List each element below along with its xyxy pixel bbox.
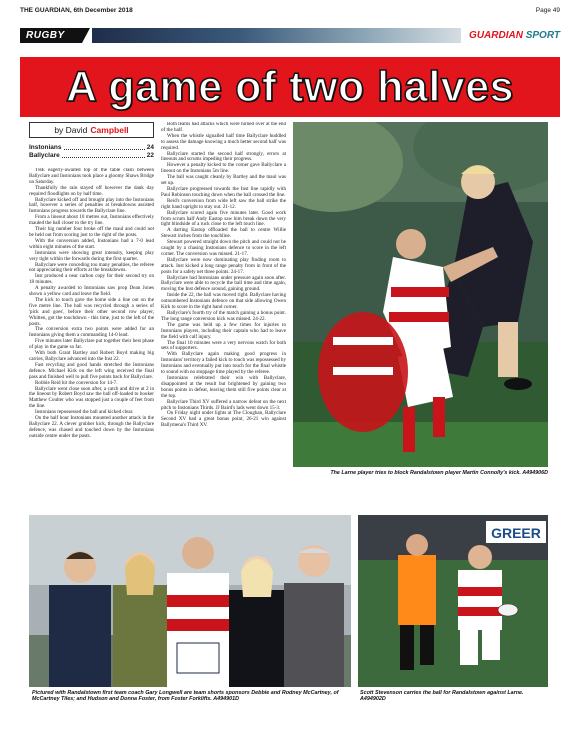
article-paragraph: Inside the 22, the ball was moved right. Ballyclare having outnumbered Instonians defence on that side allowing Owen Kirk to score in the right hand corner. [161, 292, 286, 311]
byline-surname: Campbell [90, 125, 129, 135]
brand-word-guardian: GUARDIAN [469, 30, 523, 41]
article-column-1 [29, 168, 154, 506]
article-paragraph: A penalty awarded to Instonians saw prop Dean Jones shown a yellow card and leave the field. [29, 285, 154, 298]
article-column-2 [161, 122, 286, 506]
article-paragraph: Ballyclare were conceding too many penalties, the referee not appreciating their efforts at the breakdowns. [29, 261, 154, 274]
article-paragraph: Ballyclare scored again five minutes later. Good work from scrum half Andy Eastop saw him break down the very tight blindside of a ruck close to the left touch line. [161, 209, 286, 228]
team-name: Ballyclare [29, 152, 60, 159]
article-paragraph: Five minutes later Ballyclare put together their best phase of play in the game so far. [29, 338, 154, 351]
article-paragraph: Both teams had attacks which were turned over at the end of the half. [161, 122, 286, 133]
score-summary [29, 144, 154, 160]
article-paragraph: Ballyclare progressed towards the Inst line rapidly with Paul Robinson touching down when the ball crossed the line. [161, 185, 286, 198]
article-paragraph: Stewart powered straight down the pitch and could not be caught by a chasing Instonians defence to score in the left corner. The conversion was missed. 21-17. [161, 239, 286, 257]
article-paragraph: On Friday night under lights at The Cloughan, Ballyclare Second XV had a great bonus point, 26-21 win against Ballymena's Third XV. [161, 410, 286, 429]
headline-banner [20, 57, 560, 117]
article-paragraph: Instonians celebrated their win with Ballyclare, disappointed at the result but brightened by gaining two bonus points in defeat, leaving them still five points clear at the top. [161, 374, 286, 399]
article-paragraph: Thankfully the rain stayed off however the dank day required floodlights on by half time. [29, 184, 154, 197]
photo-sponsors-group [29, 515, 351, 687]
article-paragraph: Robbie Reid hit the conversion for 14-7. [35, 379, 118, 386]
section-tab [20, 28, 82, 43]
byline [29, 122, 154, 138]
article-paragraph: When the whistle signalled half time Ballyclare huddled to assess the damage knowing a much better second half was required. [161, 132, 286, 151]
article-paragraph: Ballyclare's fourth try of the match gaining a bonus point. The long range conversion kick was missed. 24-22. [161, 310, 286, 322]
photo-caption-main: The Larne player tries to block Randalstown player Martin Connolly's kick. A494906D [330, 470, 548, 476]
article-paragraph: With the conversion added, Instonians had a 7-0 lead within eight minutes of the start. [29, 237, 154, 250]
article-paragraph: Ballyclare Third XV suffered a narrow defeat on the next pitch to Instonians Thirds. JJ Baird's lads went down 15-3. [161, 398, 286, 411]
article-paragraph: Instonians were showing great intensity, keeping play very tight within the forwards during the first quarter. [29, 249, 154, 262]
team-name: Instonians [29, 144, 62, 151]
article-paragraph: Their big number four broke off the maul and could not be held out from scoring just to the right of the posts. [29, 226, 154, 238]
article-paragraph: A darting Eastop offloaded the ball to centre Willie Stewart inches from the touchline. [161, 227, 286, 240]
article-paragraph: Ballyclare were now dominating play finding room to attack. Inst kicked a long range penalty from in front of the posts for a safety net three points. 24-17. [161, 256, 286, 275]
section-label: RUGBY [26, 30, 65, 41]
article-paragraph: THE eagerly-awaited top of the table clash between Ballyclare and Instonians took place a gloomy Shaws Bridge on Saturday. [29, 168, 154, 185]
article-paragraph: However a penalty kicked to the corner gave Ballyclare a lineout on the Instonians 5m line. [161, 162, 286, 175]
article-paragraph: From a lineout about 10 metres out, Instonians effectively mauled the ball closer to the try line. [29, 214, 154, 227]
photo-caption-carry: Scott Stevenson carries the ball for Randalstown against Larne. A494902D [360, 690, 524, 703]
byline-prefix: by David [54, 125, 88, 135]
brand-word-sport: SPORT [525, 30, 560, 41]
page-number: Page 49 [535, 6, 560, 14]
photo-caption-group: Pictured with Randalstown first team coach Gary Longwell are team shorts sponsors Debbie and Rodney McCartney, of McCartney Tiles; and Hudson and Donna Foster, from Foster Forklifts. A494901D [32, 690, 339, 703]
article-paragraph: Inst produced a near carbon copy for their second try on 18 minutes. [29, 273, 154, 286]
article-paragraph: Ballyclare started the second half strongly, errors at lineouts and scrums impeding their progress. [161, 150, 286, 163]
team-score: 24 [146, 144, 154, 151]
article-paragraph: The ball was caught cleanly by Bartley and the maul was set up. [161, 174, 286, 187]
publication-dateline: THE GUARDIAN, 6th December 2018 [20, 6, 133, 14]
article-paragraph: The final 10 minutes were a very nervous watch for both sets of supporters. [161, 339, 286, 352]
section-bar [20, 28, 560, 43]
article-paragraph: Ballyclare kicked off and brought play into the Instonians half, however a series of penalties at breakdowns assisted Instonians progress towards the Ballyclare line. [29, 196, 154, 215]
score-row [29, 152, 154, 160]
sponsor-board-text: GREER [491, 525, 541, 541]
article-paragraph: Reid's conversion from wide left saw the ball strike the right hand upright to stay out. 21-12. [161, 197, 286, 210]
article-paragraph: With both Grant Bartley and Robert Boyd making big carries, Ballyclare advanced into the Inst 22. [29, 350, 154, 362]
article-paragraph: The conversion extra two points were added for an Instonians giving them a commanding 14-0 lead. [29, 326, 154, 339]
page-header [20, 4, 560, 16]
article-paragraph: The kick to touch gave the home side a line out on the five metre line. The ball was recycled through a series of 'pick and goes', before their other second row player, Whitten, got the touchdown - this time, just to the left of the posts. [29, 296, 154, 327]
article-paragraph: Instonians repossessed the ball and kicked clear. [35, 409, 134, 416]
headline: A game of two halves [65, 62, 515, 111]
article-paragraph: Ballyclare went close soon after, a catch and drive at 2 in the lineout by Robert Boyd saw the ball off-loaded to hooker Matthew Coulter who was stopped just a couple of feet from the line. [29, 385, 154, 410]
score-row [29, 144, 154, 152]
article-paragraph: The game was held up a few times for injuries to Instonians players, including their captain who had to leave the field with calf injury. [161, 321, 286, 340]
article-paragraph: With Ballyclare again making good progress in Instonians' territory a failed kick to touch was repossessed by Instonians and eventually put into touch for the final whistle to sound with no stoppage time played by the referee. [161, 351, 286, 376]
article-paragraph: On the half hour Instonians mounted another attack in the Ballyclare 22. A clever grubber kick, through the Ballyclare defence, was chased and touched down by the Instonians outside centre under the posts. [29, 415, 154, 439]
brand-logo [469, 30, 560, 41]
article-paragraph: Fast recycling and good hands stretched the Instonians defence. Michael Kirk on the left wing received the final pass and finished well to pull five points back for Ballyclare. [29, 361, 154, 380]
team-score: 22 [146, 152, 154, 159]
article-paragraph: Ballyclare had Instonians under pressure again soon after. Ballyclare were able to recycle the ball time and time again, moving the Inst defence around, gaining ground. [161, 274, 286, 293]
photo-ball-carry [358, 515, 548, 687]
photo-lineout-block [293, 122, 548, 467]
section-bar-fade [92, 28, 461, 43]
